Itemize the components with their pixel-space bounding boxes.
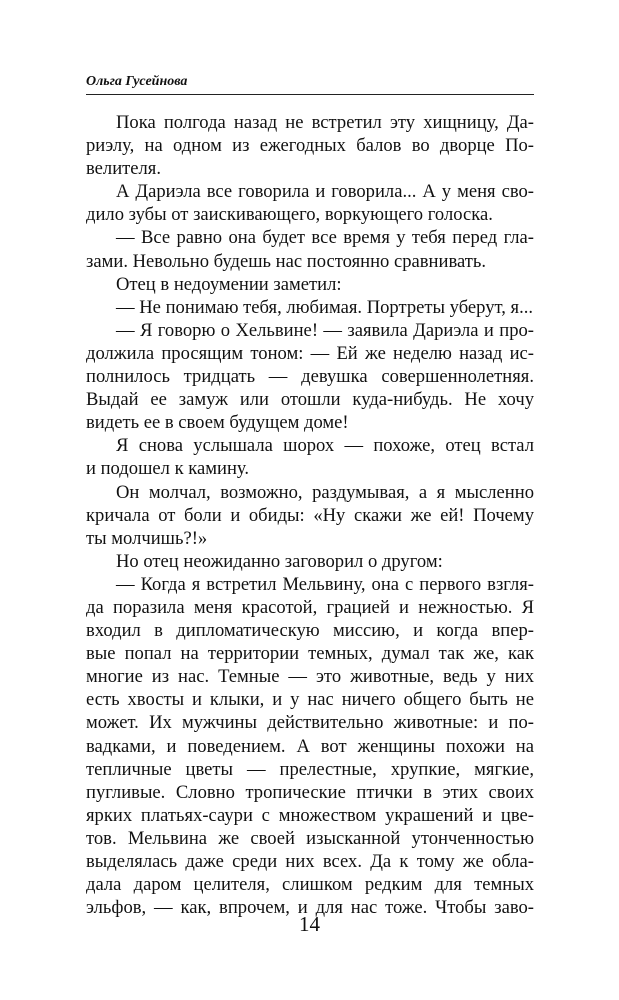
text-line: выделялась даже среди них всех. Да к тому же обла-: [86, 851, 534, 872]
header-rule: [86, 94, 534, 95]
text-line: Я снова услышала шорох — похоже, отец встал: [116, 435, 534, 457]
text-line: тепличные цветы — прелестные, хрупкие, мягкие,: [86, 758, 534, 780]
text-line: должила просящим тоном: — Ей же неделю назад ис-: [86, 342, 534, 364]
text-line: ярких платьях-саури с множеством украшений и цве-: [86, 804, 534, 826]
text-line: может. Их мужчины действительно животные: и по-: [86, 712, 534, 734]
text-line: да поразила меня красотой, грацией и нежностью. Я: [86, 596, 534, 618]
text-line: А Дариэла все говорила и говорила... А у меня сво-: [116, 181, 534, 203]
text-line: эльфов, — как, впрочем, и для нас тоже. Чтобы заво-: [86, 897, 534, 919]
text-line: вадками, и поведением. А вот женщины похожи на: [86, 735, 534, 757]
text-line: Пока полгода назад не встретил эту хищницу, Да-: [116, 112, 534, 133]
text-line: Отец в недоумении заметил:: [116, 273, 342, 295]
text-line: тов. Мельвина же своей изысканной утонченностью: [86, 827, 534, 849]
text-line: Выдай ее замуж или отошли куда-нибудь. Не хочу: [86, 389, 534, 411]
text-line: вые попал на территории темных, думал так же, как: [86, 643, 534, 665]
text-line: дило зубы от заискивающего, воркующего голоска.: [86, 204, 493, 226]
text-line: — Не понимаю тебя, любимая. Портреты уберут, я...: [116, 296, 534, 318]
text-line: — Когда я встретил Мельвину, она с первого взгля-: [116, 573, 534, 595]
text-line: многие из нас. Темные — это животные, ведь у них: [86, 666, 534, 688]
page-number: 14: [299, 912, 320, 936]
text-line: входил в дипломатическую миссию, и когда впер-: [86, 620, 534, 642]
running-head-author: Ольга Гусейнова: [86, 74, 188, 89]
text-line: — Я говорю о Хельвине! — заявила Дариэла и про-: [116, 319, 534, 341]
text-line: видеть ее в своем будущем доме!: [86, 412, 349, 434]
text-line: Он молчал, возможно, раздумывая, а я мысленно: [116, 481, 534, 503]
text-line: пугливые. Словно тропические птички в этих своих: [86, 781, 534, 803]
text-line: Но отец неожиданно заговорил о другом:: [116, 550, 443, 572]
text-line: ты молчишь?!»: [86, 527, 208, 549]
text-line: дала даром целителя, слишком редким для темных: [86, 874, 534, 896]
text-line: кричала от боли и обиды: «Ну скажи же ей! Почему: [86, 504, 534, 526]
text-line: и подошел к камину.: [86, 458, 250, 480]
text-line: риэлу, на одном из ежегодных балов во дворце По-: [86, 135, 534, 157]
text-line: велителя.: [86, 158, 162, 180]
body-text: [86, 111, 534, 919]
text-line: — Все равно она будет все время у тебя перед гла-: [116, 227, 534, 249]
text-line: полнилось тридцать — девушка совершеннолетняя.: [86, 366, 534, 388]
text-line: зами. Невольно будешь нас постоянно сравнивать.: [86, 250, 487, 272]
text-line: есть хвосты и клыки, и у нас ничего общего быть не: [86, 689, 534, 711]
